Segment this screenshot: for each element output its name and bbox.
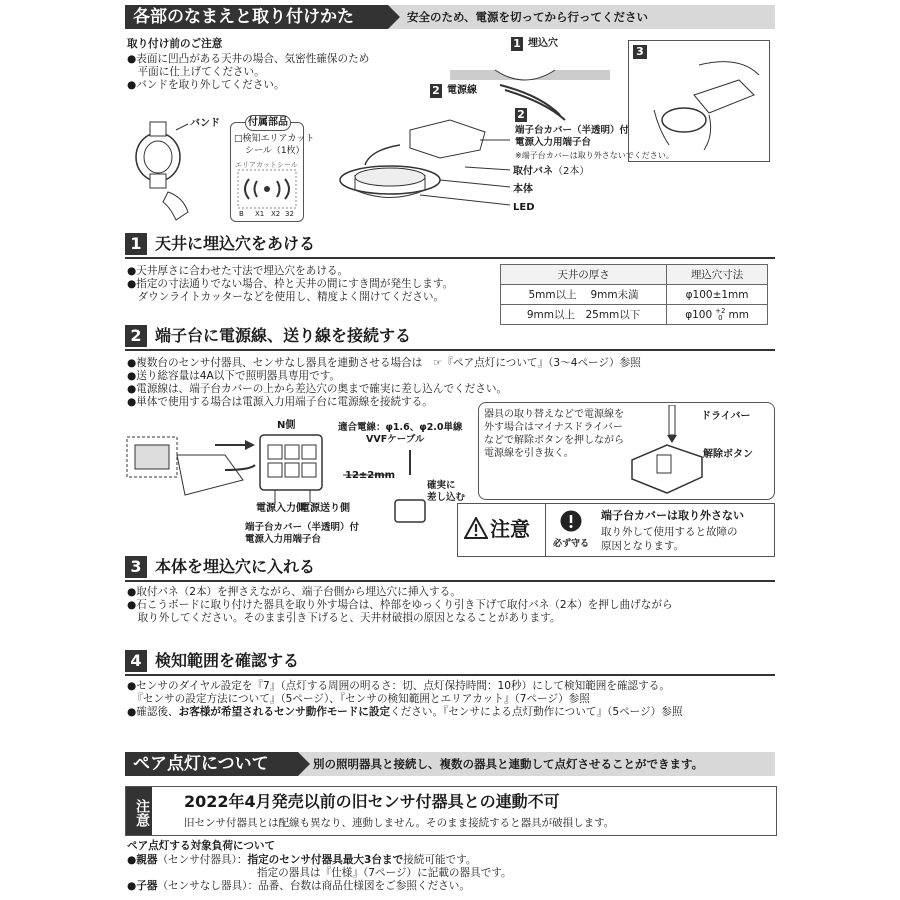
precaution-title: 取り付け前のご注意 bbox=[127, 38, 223, 50]
step4-line: ●確認後、お客様が希望されるセンサ動作モードに設定ください。『センサによる点灯動作について』（5ページ）参照 bbox=[127, 706, 683, 718]
step4-title: 検知範囲を確認する bbox=[155, 651, 300, 670]
insert-label-2: 差し込む bbox=[427, 492, 466, 503]
step2-header bbox=[125, 325, 775, 351]
step4-number: 4 bbox=[125, 650, 147, 672]
caution-head: 端子台カバーは取り外さない bbox=[601, 509, 744, 522]
step1-title: 天井に埋込穴をあける bbox=[155, 234, 316, 253]
exclamation-icon bbox=[560, 510, 582, 532]
section-header-main bbox=[125, 5, 775, 29]
step2-title: 端子台に電源線、送り線を接続する bbox=[155, 326, 412, 345]
callout-3: 3 bbox=[633, 45, 647, 59]
release-line: などで解除ボタンを押しながら bbox=[484, 435, 624, 446]
terminal-cover-label: 端子台カバー（半透明）付 bbox=[515, 125, 630, 136]
table-cell: φ100±1mm bbox=[667, 285, 768, 305]
step4-line: 『センサの設定方法について』（5ページ）、『センサの検知範囲とエリアカット』（7ページ）参照 bbox=[127, 693, 590, 705]
step2-line: ●送り総容量は4A以下で照明器具専用です。 bbox=[127, 370, 341, 382]
insert-label: 確実に bbox=[427, 480, 456, 491]
step1-header bbox=[125, 233, 775, 259]
step4-line: ●センサのダイヤル設定を『7』（点灯する周囲の明るさ：切、点灯保持時間：10秒）にして検知範囲を確認する。 bbox=[127, 680, 670, 692]
step1-number: 1 bbox=[125, 233, 147, 255]
strip-length-label: 12±2mm bbox=[345, 470, 396, 481]
step2-number: 2 bbox=[125, 325, 147, 347]
precaution-line: ●表面に凹凸がある天井の場合、気密性確保のため bbox=[127, 53, 370, 65]
step3-line: ●取付バネ（2本）を押さえながら、端子台側から埋込穴に挿入する。 bbox=[127, 586, 461, 598]
install-illustration bbox=[628, 40, 770, 162]
callout-2a: 2 bbox=[430, 84, 442, 98]
spring-label: 取付バネ（2本） bbox=[513, 166, 590, 177]
table-cell: φ100 +2 0 mm bbox=[667, 305, 768, 325]
header-subtitle: 安全のため、電源を切ってから行ってください bbox=[407, 10, 649, 24]
table-cell: 9mm以上 25mm以下 bbox=[501, 305, 667, 325]
caution-line: 原因となります。 bbox=[601, 540, 685, 552]
precaution-line: ●バンドを取り外してください。 bbox=[127, 79, 285, 91]
power-wire-label: 電源線 bbox=[447, 85, 477, 96]
wire-type-label: VVFケーブル bbox=[366, 434, 425, 445]
target-title: ペア点灯する対象負荷について bbox=[127, 840, 276, 852]
callout-1: 1 bbox=[511, 37, 523, 51]
step2-line: ●単体で使用する場合は電源入力用端子台に電源線を接続する。 bbox=[127, 396, 433, 408]
step3-number: 3 bbox=[125, 556, 147, 578]
step2-line: ●複数台のセンサ付器具、センサなし器具を連動させる場合は ☞『ペア点灯について』（3〜4ページ）参照 bbox=[127, 357, 641, 369]
accessory-title: 付属部品 bbox=[245, 115, 291, 131]
pair-caution-label: 注意 bbox=[126, 787, 152, 835]
n-side-label: N側 bbox=[277, 420, 296, 431]
must-label: 必ず守る bbox=[553, 539, 590, 549]
seal-x1: X1 bbox=[255, 210, 265, 218]
callout-2b: 2 bbox=[515, 108, 527, 122]
caution-label: 注意 bbox=[490, 517, 530, 541]
step1-line: ダウンライトカッターなどを使用し、精度よく開けてください。 bbox=[127, 291, 445, 303]
release-line: 電源線を引き抜く。 bbox=[484, 448, 574, 459]
child-line: ●子器（センサなし器具）：品番、台数は商品仕様図をご参照ください。 bbox=[127, 880, 470, 892]
step2-line: ●電源線は、端子台カバーの上から差込穴の奥まで確実に差し込んでください。 bbox=[127, 383, 508, 395]
release-line: 器具の取り替えなどで電源線を bbox=[484, 409, 624, 420]
wire-spec-label: 適合電線：φ1.6、φ2.0単線 bbox=[338, 422, 463, 433]
caution-box bbox=[457, 503, 775, 557]
cover-label-2: 電源入力用端子台 bbox=[245, 534, 322, 545]
caution-line: 取り外して使用すると故障の bbox=[601, 526, 738, 538]
table-header: 天井の厚さ bbox=[501, 265, 667, 285]
seal-32: 32 bbox=[285, 210, 294, 218]
parent-line-2: 指定の器具は『仕様』（7ページ）に記載の器具です。 bbox=[257, 867, 512, 879]
send-side-label: 電源送り側 bbox=[300, 503, 350, 514]
parent-line: ●親器（センサ付器具）：指定のセンサ付器具最大3台まで接続可能です。 bbox=[127, 854, 477, 866]
accessory-box bbox=[230, 117, 315, 222]
terminal-label: 電源入力用端子台 bbox=[515, 137, 592, 148]
cover-label: 端子台カバー（半透明）付 bbox=[245, 522, 360, 533]
step4-header bbox=[125, 650, 775, 676]
step3-title: 本体を埋込穴に入れる bbox=[155, 557, 316, 576]
seal-illustration bbox=[237, 169, 297, 209]
accessory-item-count: シール（1枚） bbox=[245, 146, 305, 156]
precaution-line: 平面に仕上げてください。 bbox=[127, 66, 265, 78]
header-title: 各部のなまえと取り付けかた bbox=[125, 5, 388, 29]
table-cell: 5mm以上 9mm未満 bbox=[501, 285, 667, 305]
seal-x2: X2 bbox=[271, 210, 281, 218]
step3-line: ●石こうボードに取り付けた器具を取り外す場合は、枠部をゆっくり引き下げて取付バネ（2本）を押し曲げながら bbox=[127, 599, 673, 611]
pair-title: ペア点灯について bbox=[125, 752, 298, 776]
pair-caution-box bbox=[125, 786, 777, 836]
seal-label: エリアカットシール bbox=[235, 161, 298, 169]
release-illustration bbox=[627, 405, 707, 497]
step1-line: ●天井厚さに合わせた寸法で埋込穴をあける。 bbox=[127, 265, 349, 277]
driver-label: ドライバー bbox=[701, 411, 751, 422]
hole-size-table bbox=[500, 264, 768, 325]
section-header-pair bbox=[125, 752, 775, 776]
pair-caution-text: 旧センサ付器具とは配線も異なり、連動しません。そのまま接続すると器具が破損します。 bbox=[184, 817, 615, 829]
led-label: LED bbox=[513, 202, 535, 213]
pair-caution-head: 2022年4月発売以前の旧センサ付器具との連動不可 bbox=[184, 792, 560, 811]
pair-subtitle: 別の照明器具と接続し、複数の器具と連動して点灯させることができます。 bbox=[313, 757, 704, 771]
release-box bbox=[478, 402, 775, 500]
seal-b: B bbox=[239, 210, 244, 218]
step3-line: 取り外してください。そのまま引き下げると、天井材破損の原因となることがあります。 bbox=[127, 612, 561, 624]
step3-header bbox=[125, 556, 775, 582]
hole-label: 埋込穴 bbox=[528, 38, 558, 49]
release-line: 外す場合はマイナスドライバー bbox=[484, 422, 623, 433]
warning-icon bbox=[464, 517, 488, 539]
body-label: 本体 bbox=[513, 184, 533, 195]
table-header: 埋込穴寸法 bbox=[667, 265, 768, 285]
terminal-note: ※端子台カバーは取り外さないでください。 bbox=[515, 151, 674, 160]
input-side-label: 電源入力側 bbox=[256, 503, 306, 514]
step1-line: ●指定の寸法通りでない場合、枠と天井の間にすき間が発生します。 bbox=[127, 278, 454, 290]
accessory-item: □検知エリアカット bbox=[234, 134, 315, 144]
band-label: バンド bbox=[190, 118, 220, 129]
release-button-label: 解除ボタン bbox=[703, 449, 753, 460]
